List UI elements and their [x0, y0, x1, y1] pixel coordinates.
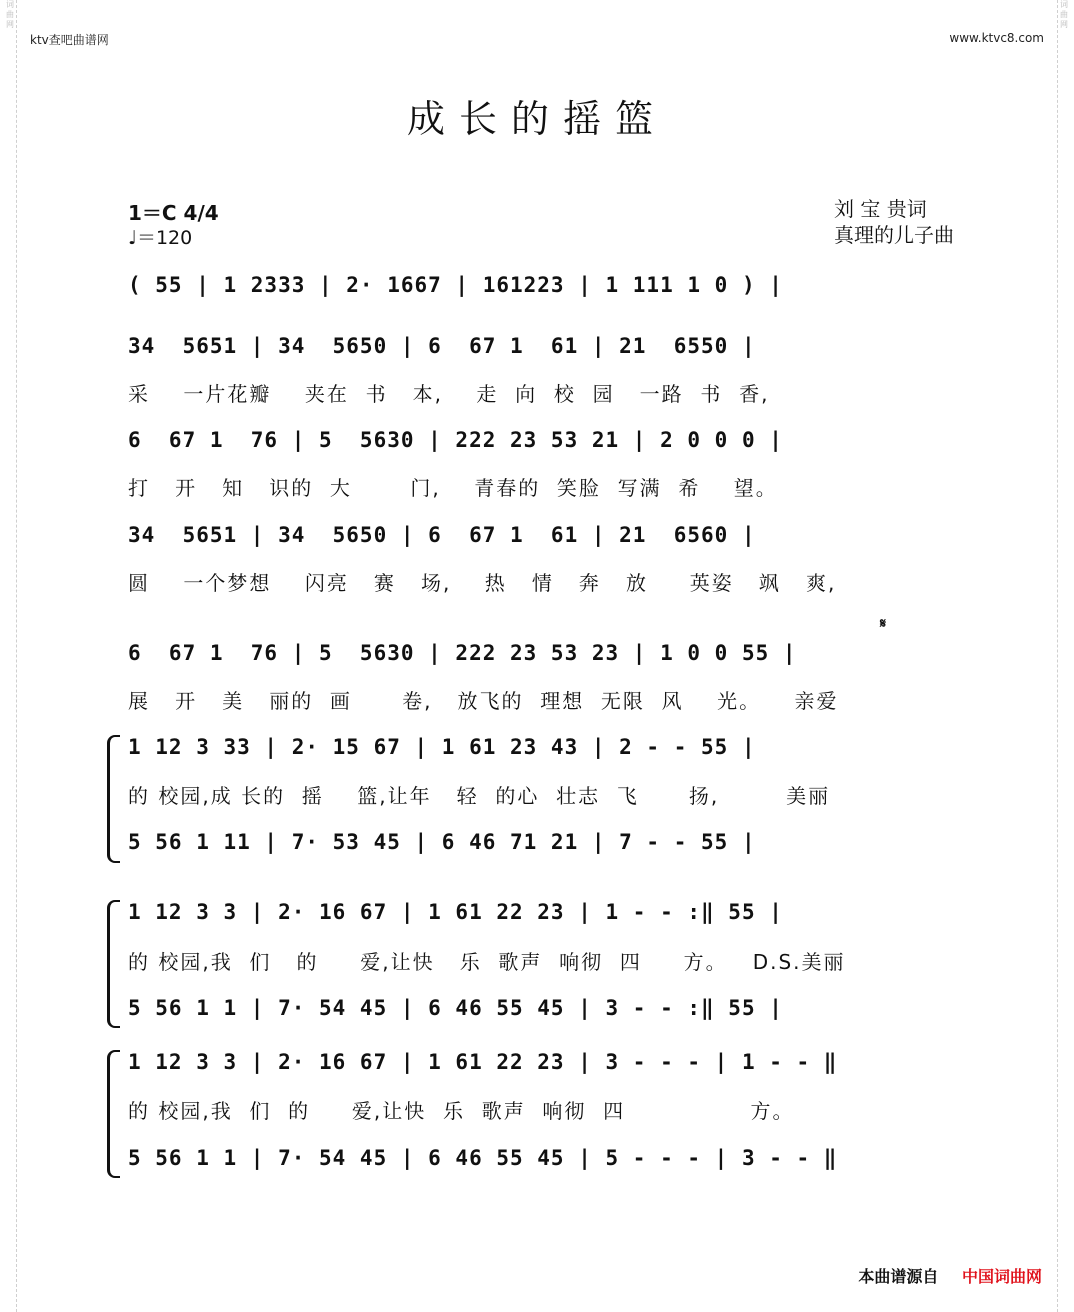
left-dashed-divider: [16, 0, 17, 1312]
left-watermark-strip: [2, 0, 18, 1312]
credits: [834, 196, 954, 248]
score-line-7-upper: 1 12 3 3 | 2· 16 67 | 1 61 22 23 | 1 - - :‖ 55 |: [128, 900, 783, 924]
lyric-line-4: 圆 一个梦想 闪亮 赛 场, 热 情 奔 放 英姿 飒 爽,: [128, 571, 837, 595]
footer-source-label: 本曲谱源自: [858, 1267, 939, 1286]
right-dashed-divider: [1057, 0, 1058, 1312]
watermark-text: 词曲网: [6, 0, 14, 29]
lyric-line-3: 打 开 知 识的 大 门, 青春的 笑脸 写满 希 望。: [128, 476, 778, 500]
footer-source-site[interactable]: 中国词曲网: [961, 1267, 1042, 1286]
score-line-3: 6 67 1 76 | 5 5630 | 222 23 53 21 | 2 0 0 0 |: [128, 428, 783, 452]
right-watermark-strip: [1056, 0, 1072, 1312]
score-line-6-upper: 1 12 3 33 | 2· 15 67 | 1 61 23 43 | 2 - - 55 |: [128, 735, 756, 759]
score-line-5: 6 67 1 76 | 5 5630 | 222 23 53 23 | 1 0 0 55 |: [128, 641, 797, 665]
segno-sign: 𝄋: [880, 616, 887, 632]
score-line-2: 34 5651 | 34 5650 | 6 67 1 61 | 21 6550 |: [128, 334, 756, 358]
lyric-line-6: 的 校园,成 长的 摇 篮,让年 轻 的心 壮志 飞 扬, 美丽: [128, 784, 831, 808]
score-line-6-lower: 5 56 1 11 | 7· 53 45 | 6 46 71 21 | 7 - - 55 |: [128, 830, 756, 854]
score-line-4: 34 5651 | 34 5650 | 6 67 1 61 | 21 6560 |: [128, 523, 756, 547]
tempo-marking: ♩＝120: [128, 227, 193, 249]
score-line-8-lower: 5 56 1 1 | 7· 54 45 | 6 46 55 45 | 5 - - - | 3 - - ‖: [128, 1146, 838, 1170]
lyric-line-2: 采 一片花瓣 夹在 书 本, 走 向 校 园 一路 书 香,: [128, 382, 770, 406]
system-brace-1: [107, 735, 120, 863]
lyric-line-5: 展 开 美 丽的 画 卷, 放飞的 理想 无限 风 光。 亲爱: [128, 689, 839, 713]
score-line-intro: ( 55 | 1 2333 | 2· 1667 | 161223 | 1 111 1 0 ) |: [128, 273, 783, 297]
key-signature: 1＝C 4/4: [128, 201, 219, 225]
lyric-line-8: 的 校园,我 们 的 爱,让快 乐 歌声 响彻 四 方。: [128, 1099, 795, 1123]
system-brace-2: [107, 900, 120, 1028]
source-site-right: www.ktvc8.com: [949, 31, 1044, 45]
footer-source: [858, 1264, 1042, 1287]
system-brace-3: [107, 1050, 120, 1178]
score-line-7-lower: 5 56 1 1 | 7· 54 45 | 6 46 55 45 | 3 - - :‖ 55 |: [128, 996, 783, 1020]
lyricist: 刘 宝 贵词: [834, 197, 927, 221]
source-site-left: ktv查吧曲谱网: [30, 33, 109, 47]
composer: 真理的儿子曲: [834, 223, 954, 247]
score-line-8-upper: 1 12 3 3 | 2· 16 67 | 1 61 22 23 | 3 - - - | 1 - - ‖: [128, 1050, 838, 1074]
lyric-line-7: 的 校园,我 们 的 爱,让快 乐 歌声 响彻 四 方。 D.S.美丽: [128, 950, 846, 974]
watermark-text: 词曲网: [1060, 0, 1068, 29]
song-title: 成长的摇篮: [406, 97, 667, 141]
